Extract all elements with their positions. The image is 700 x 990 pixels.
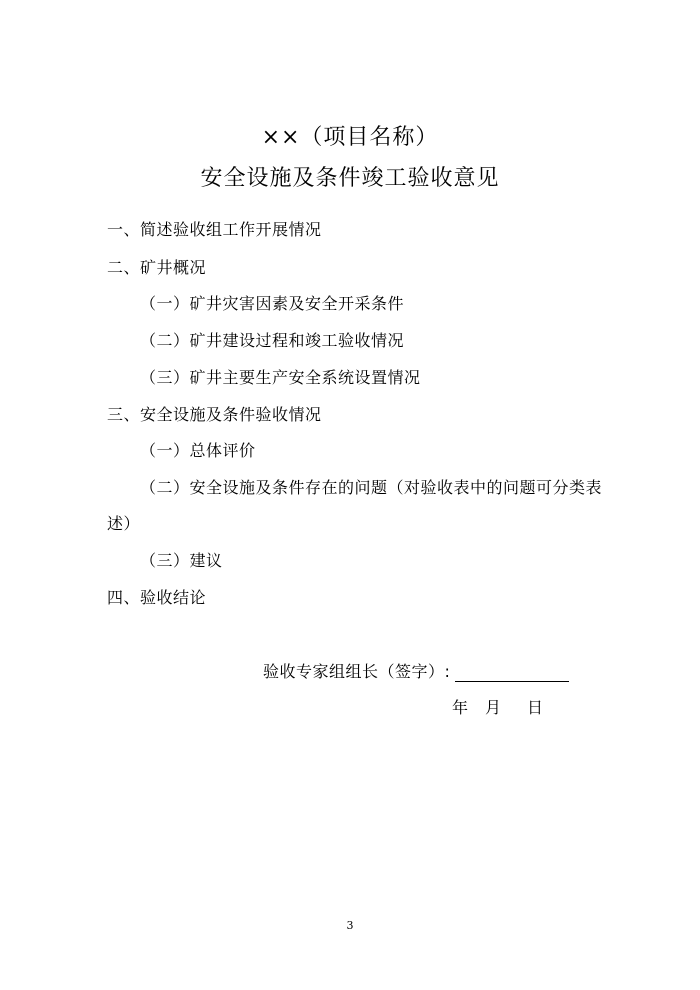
signature-line [455, 681, 569, 682]
subsection-2-1: （一）矿井灾害因素及安全开采条件 [140, 294, 405, 313]
date-year-label: 年 [452, 698, 469, 717]
subsection-2-3: （三）矿井主要生产安全系统设置情况 [140, 368, 421, 387]
signature-label: 验收专家组组长（签字）: [263, 662, 451, 681]
section-heading-3: 三、安全设施及条件验收情况 [107, 405, 322, 424]
section-heading-2: 二、矿井概况 [107, 258, 207, 277]
document-title-main: 安全设施及条件竣工验收意见 [200, 166, 500, 191]
section-heading-1: 一、简述验收组工作开展情况 [107, 220, 322, 239]
date-month-label: 月 [485, 698, 502, 717]
page-number: 3 [346, 919, 354, 932]
subsection-3-1: （一）总体评价 [140, 441, 256, 460]
date-day-label: 日 [527, 698, 544, 717]
subsection-2-2: （二）矿井建设过程和竣工验收情况 [140, 331, 405, 350]
document-title-project: ××（项目名称） [261, 125, 439, 150]
subsection-3-3: （三）建议 [140, 551, 223, 570]
section-heading-4: 四、验收结论 [107, 588, 207, 607]
subsection-3-2-line1: （二）安全设施及条件存在的问题（对验收表中的问题可分类表 [140, 478, 603, 497]
subsection-3-2-line2: 述） [107, 514, 141, 533]
